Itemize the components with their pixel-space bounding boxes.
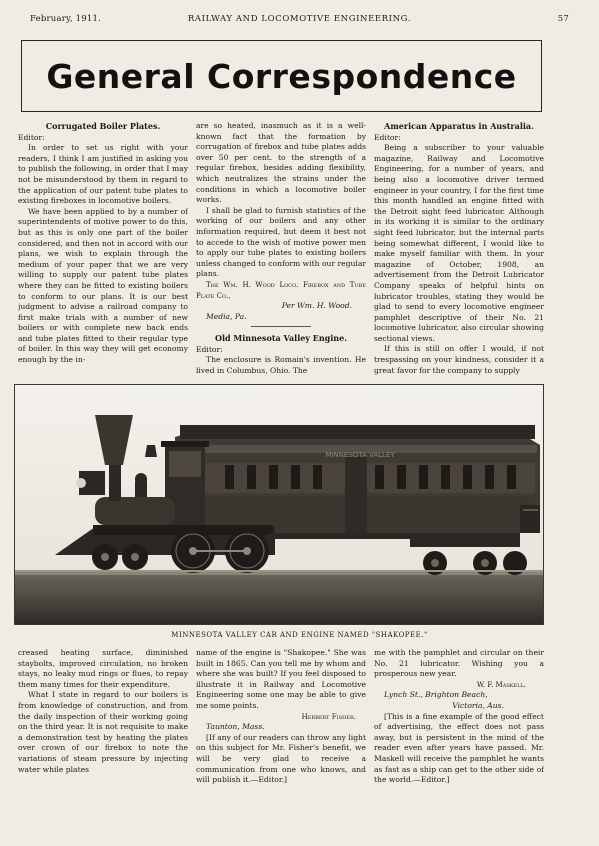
article-divider (251, 326, 311, 327)
signature-name: Herbert Fisher. (301, 712, 356, 721)
paragraph: The enclosure is Romain's invention. He lived in Columbus, Ohio. The (196, 355, 366, 376)
photo-caption: MINNESOTA VALLEY CAR AND ENGINE NAMED "SHAKOPEE." (171, 631, 428, 639)
paragraph: creased heating surface, diminished staybolts, improved circulation, no broken stays, no leaky mud rings or flues, to repay them many times for their expenditure. (18, 648, 188, 689)
car-lettering: MINNESOTA VALLEY (325, 451, 395, 459)
passenger-car (175, 425, 540, 533)
section-title: General Correspondence (46, 56, 517, 96)
signature-firm: The Wm. H. Wood Loco. Firebox and Tube Plate Co., (196, 280, 366, 300)
article-continuation-lower-2 (196, 648, 366, 818)
locomotive-illustration (15, 385, 544, 625)
article-corrugated-boiler-plates (18, 121, 188, 376)
article-heading: Old Minnesota Valley Engine. (214, 333, 347, 344)
article-continuation-lower-1 (18, 648, 188, 818)
article-american-apparatus (374, 121, 544, 376)
locomotive-photo (14, 384, 544, 625)
article-heading: American Apparatus in Australia. (384, 121, 534, 131)
article-heading: Corrugated Boiler Plates. (45, 121, 161, 131)
paragraph: We have been applied to by a number of superintendents of motive power to do this, but as this is only one part of the boiler considered, and then not in accord with our plans, we wish to explain through the medium of your paper that we are very willing to supply our patent tube plates where they can be fitted to existing boilers to conform to our plans. It is our best judgment to advise a railroad company to first make trials with a number of new boilers or with complete new back ends and tube plates fitted to their regular type of boiler. In this way they will get economy enough by the in- (18, 206, 188, 365)
paragraph: What I state in regard to our boilers is from knowledge of construction, and from the daily inspection of their working going on the third year. It is not requisite to make a demonstration test by heating the plates over crown of our firebox to note the variations of steam pressure by injecting water while plates (18, 690, 188, 774)
paragraph: I shall be glad to furnish statistics of the working of our boilers and any other information required, but deem it best not to accede to the wish of motive power men to apply our tube plates to existing boilers unless changed to conform with our regular plans. (196, 205, 366, 279)
salutation: Editor: (18, 132, 45, 142)
signature-address: Lynch St., Brighton Beach, (384, 690, 488, 700)
editor-note: [If any of our readers can throw any light on this subject for Mr. Fisher's benefit, we will be very glad to receive a communication from one who knows, and will publish it.—Editor.] (196, 732, 366, 785)
salutation: Editor: (196, 344, 223, 354)
signature-place: Media, Pa. (206, 311, 247, 321)
salutation: Editor: (374, 132, 401, 142)
page-number: 57 (557, 14, 569, 24)
section-banner (21, 40, 542, 112)
paragraph: name of the engine is "Shakopee." She was built in 1865. Can you tell me by whom and where she was built? If you feel disposed to illustrate it in Railway and Locomotive Engineering some one may be able to give me some points. (196, 648, 366, 710)
paragraph: me with the pamphlet and circular on their No. 21 lubricator. Wishing you a prosperous new year. (374, 648, 544, 679)
article-continuation-lower-3 (374, 648, 544, 818)
editor-note: [This is a fine example of the good effect of advertising, the effect does not pass away, but is persistent in the mind of the reader even after years have passed. Mr. Maskell will receive the pamphlet he wants as fast as a ship can get to the other side of the world.—Editor.] (374, 711, 544, 785)
signature-place: Taunton, Mass. (206, 722, 265, 732)
paragraph: If this is still on offer I would, if not trespassing on your kindness, consider it a great favor for the company to supply (374, 344, 544, 375)
signature-name: Per Wm. H. Wood. (281, 301, 352, 311)
paragraph: are so heated, inasmuch as it is a well-known fact that the formation by corrugation of firebox and tube plates adds over 50 per cent. to the strength of a regular firebox, besides adding flexibility, which neutralizes the strains under the conditions in which a locomotive boiler works. (196, 121, 366, 205)
signature-address: Victoria, Aus. (452, 700, 504, 710)
magazine-title: RAILWAY AND LOCOMOTIVE ENGINEERING. (187, 14, 412, 24)
article-continuation-column (196, 121, 366, 376)
signature-name: W. F. Maskell. (476, 680, 526, 689)
paragraph: Being a subscriber to your valuable magazine, Railway and Locomotive Engineering, for a number of years, and being also a locomotive driver termed engineer in your country, I for the first time this month handled an engine fitted with the Detroit sight feed lubricator. Although in its working it is similar to the ordinary sight feed lubricator, but the internal parts being somewhat different, I would like to make myself familiar with them. In your magazine of October, 1908, an advertisement from the Detroit Lubricator Company speaks of helpful hints on lubricator troubles, stating they would be glad to send to every locomotive engineer pamphlet descriptive of their No. 21 locomotive lubricator, also circular showing sectional views. (374, 143, 544, 343)
issue-date: February, 1911. (30, 14, 101, 24)
paragraph: In order to set us right with your readers, I think I am justified in asking you to publish the following, in order that I may not be misunderstood by them in regard to the application of our patent tube plates to existing fireboxes in locomotive boilers. (18, 143, 188, 206)
ground (15, 573, 544, 625)
